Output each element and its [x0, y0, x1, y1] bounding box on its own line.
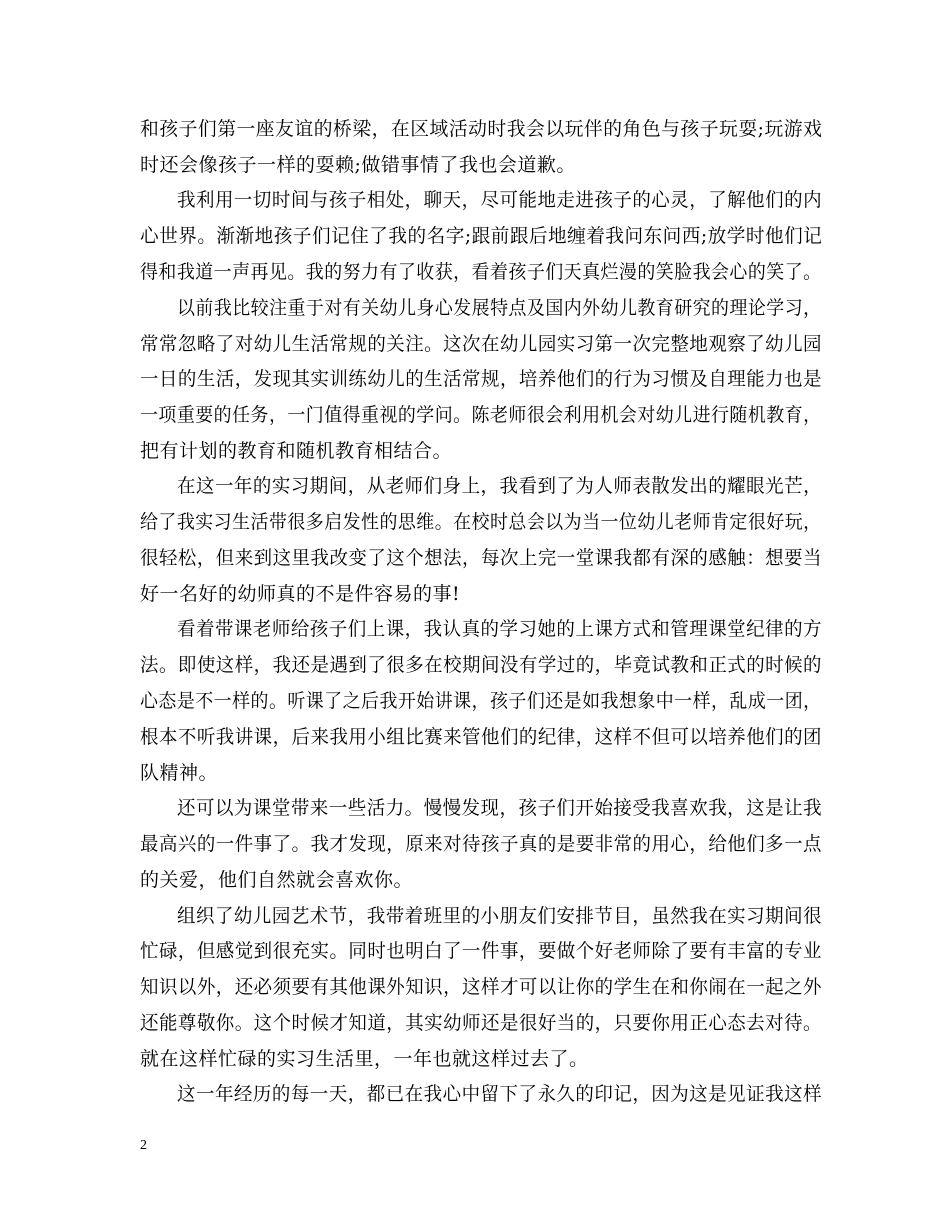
page-number: 2 — [140, 1138, 147, 1153]
text-line: 时还会像孩子一样的耍赖;做错事情了我也会道歉。 — [140, 154, 576, 176]
text-line: 的关爱，他们自然就会喜欢你。 — [140, 869, 414, 891]
text-line: 就在这样忙碌的实习生活里，一年也就这样过去了。 — [140, 1048, 589, 1070]
paragraph-first-line: 这一年经历的每一天，都已在我心中留下了永久的印记，因为这是见证我这样 — [177, 1083, 823, 1105]
paragraph-first-line: 看着带课老师给孩子们上课，我认真的学习她的上课方式和管理课堂纪律的方 — [177, 618, 823, 640]
text-line: 得和我道一声再见。我的努力有了收获，看着孩子们天真烂漫的笑脸我会心的笑了。 — [140, 261, 822, 283]
text-line: 一日的生活，发现其实训练幼儿的生活常规，培养他们的行为习惯及自理能力也是 — [140, 368, 823, 390]
text-line: 队精神。 — [140, 762, 219, 784]
paragraph-first-line: 我利用一切时间与孩子相处，聊天，尽可能地走进孩子的心灵，了解他们的内 — [177, 189, 823, 211]
text-line: 还能尊敬你。这个时候才知道，其实幼师还是很好当的，只要你用正心态去对待。 — [140, 1012, 823, 1034]
paragraph-first-line: 还可以为课堂带来一些活力。慢慢发现，孩子们开始接受我喜欢我，这是让我 — [177, 797, 823, 819]
text-line: 最高兴的一件事了。我才发现，原来对待孩子真的是要非常的用心，给他们多一点 — [140, 833, 823, 855]
text-line: 知识以外，还必须要有其他课外知识，这样才可以让你的学生在和你闹在一起之外 — [140, 976, 823, 998]
text-line: 心世界。渐渐地孩子们记住了我的名字;跟前跟后地缠着我问东问西;放学时他们记 — [140, 225, 823, 247]
text-line: 心态是不一样的。听课了之后我开始讲课，孩子们还是如我想象中一样，乱成一团， — [140, 690, 822, 712]
text-line: 好一名好的幼师真的不是件容易的事! — [140, 583, 461, 605]
paragraph-first-line: 在这一年的实习期间，从老师们身上，我看到了为人师表散发出的耀眼光芒， — [177, 475, 823, 497]
text-line: 法。即使这样，我还是遇到了很多在校期间没有学过的，毕竟试教和正式的时候的 — [140, 654, 823, 676]
text-line: 忙碌，但感觉到很充实。同时也明白了一件事，要做个好老师除了要有丰富的专业 — [140, 940, 823, 962]
text-line: 把有计划的教育和随机教育相结合。 — [140, 440, 453, 462]
text-line: 给了我实习生活带很多启发性的思维。在校时总会以为当一位幼儿老师肯定很好玩， — [140, 511, 822, 533]
paragraph-first-line: 以前我比较注重于对有关幼儿身心发展特点及国内外幼儿教育研究的理论学习， — [177, 297, 822, 319]
text-line: 常常忽略了对幼儿生活常规的关注。这次在幼儿园实习第一次完整地观察了幼儿园 — [140, 333, 823, 355]
text-line: 和孩子们第一座友谊的桥梁，在区域活动时我会以玩伴的角色与孩子玩耍;玩游戏 — [140, 118, 823, 140]
paragraph-first-line: 组织了幼儿园艺术节，我带着班里的小朋友们安排节目，虽然我在实习期间很 — [177, 905, 823, 927]
text-line: 很轻松，但来到这里我改变了这个想法，每次上完一堂课我都有深的感触：想要当 — [140, 547, 823, 569]
text-line: 根本不听我讲课，后来我用小组比赛来管他们的纪律，这样不但可以培养他们的团 — [140, 726, 823, 748]
text-line: 一项重要的任务，一门值得重视的学问。陈老师很会利用机会对幼儿进行随机教育， — [140, 404, 822, 426]
